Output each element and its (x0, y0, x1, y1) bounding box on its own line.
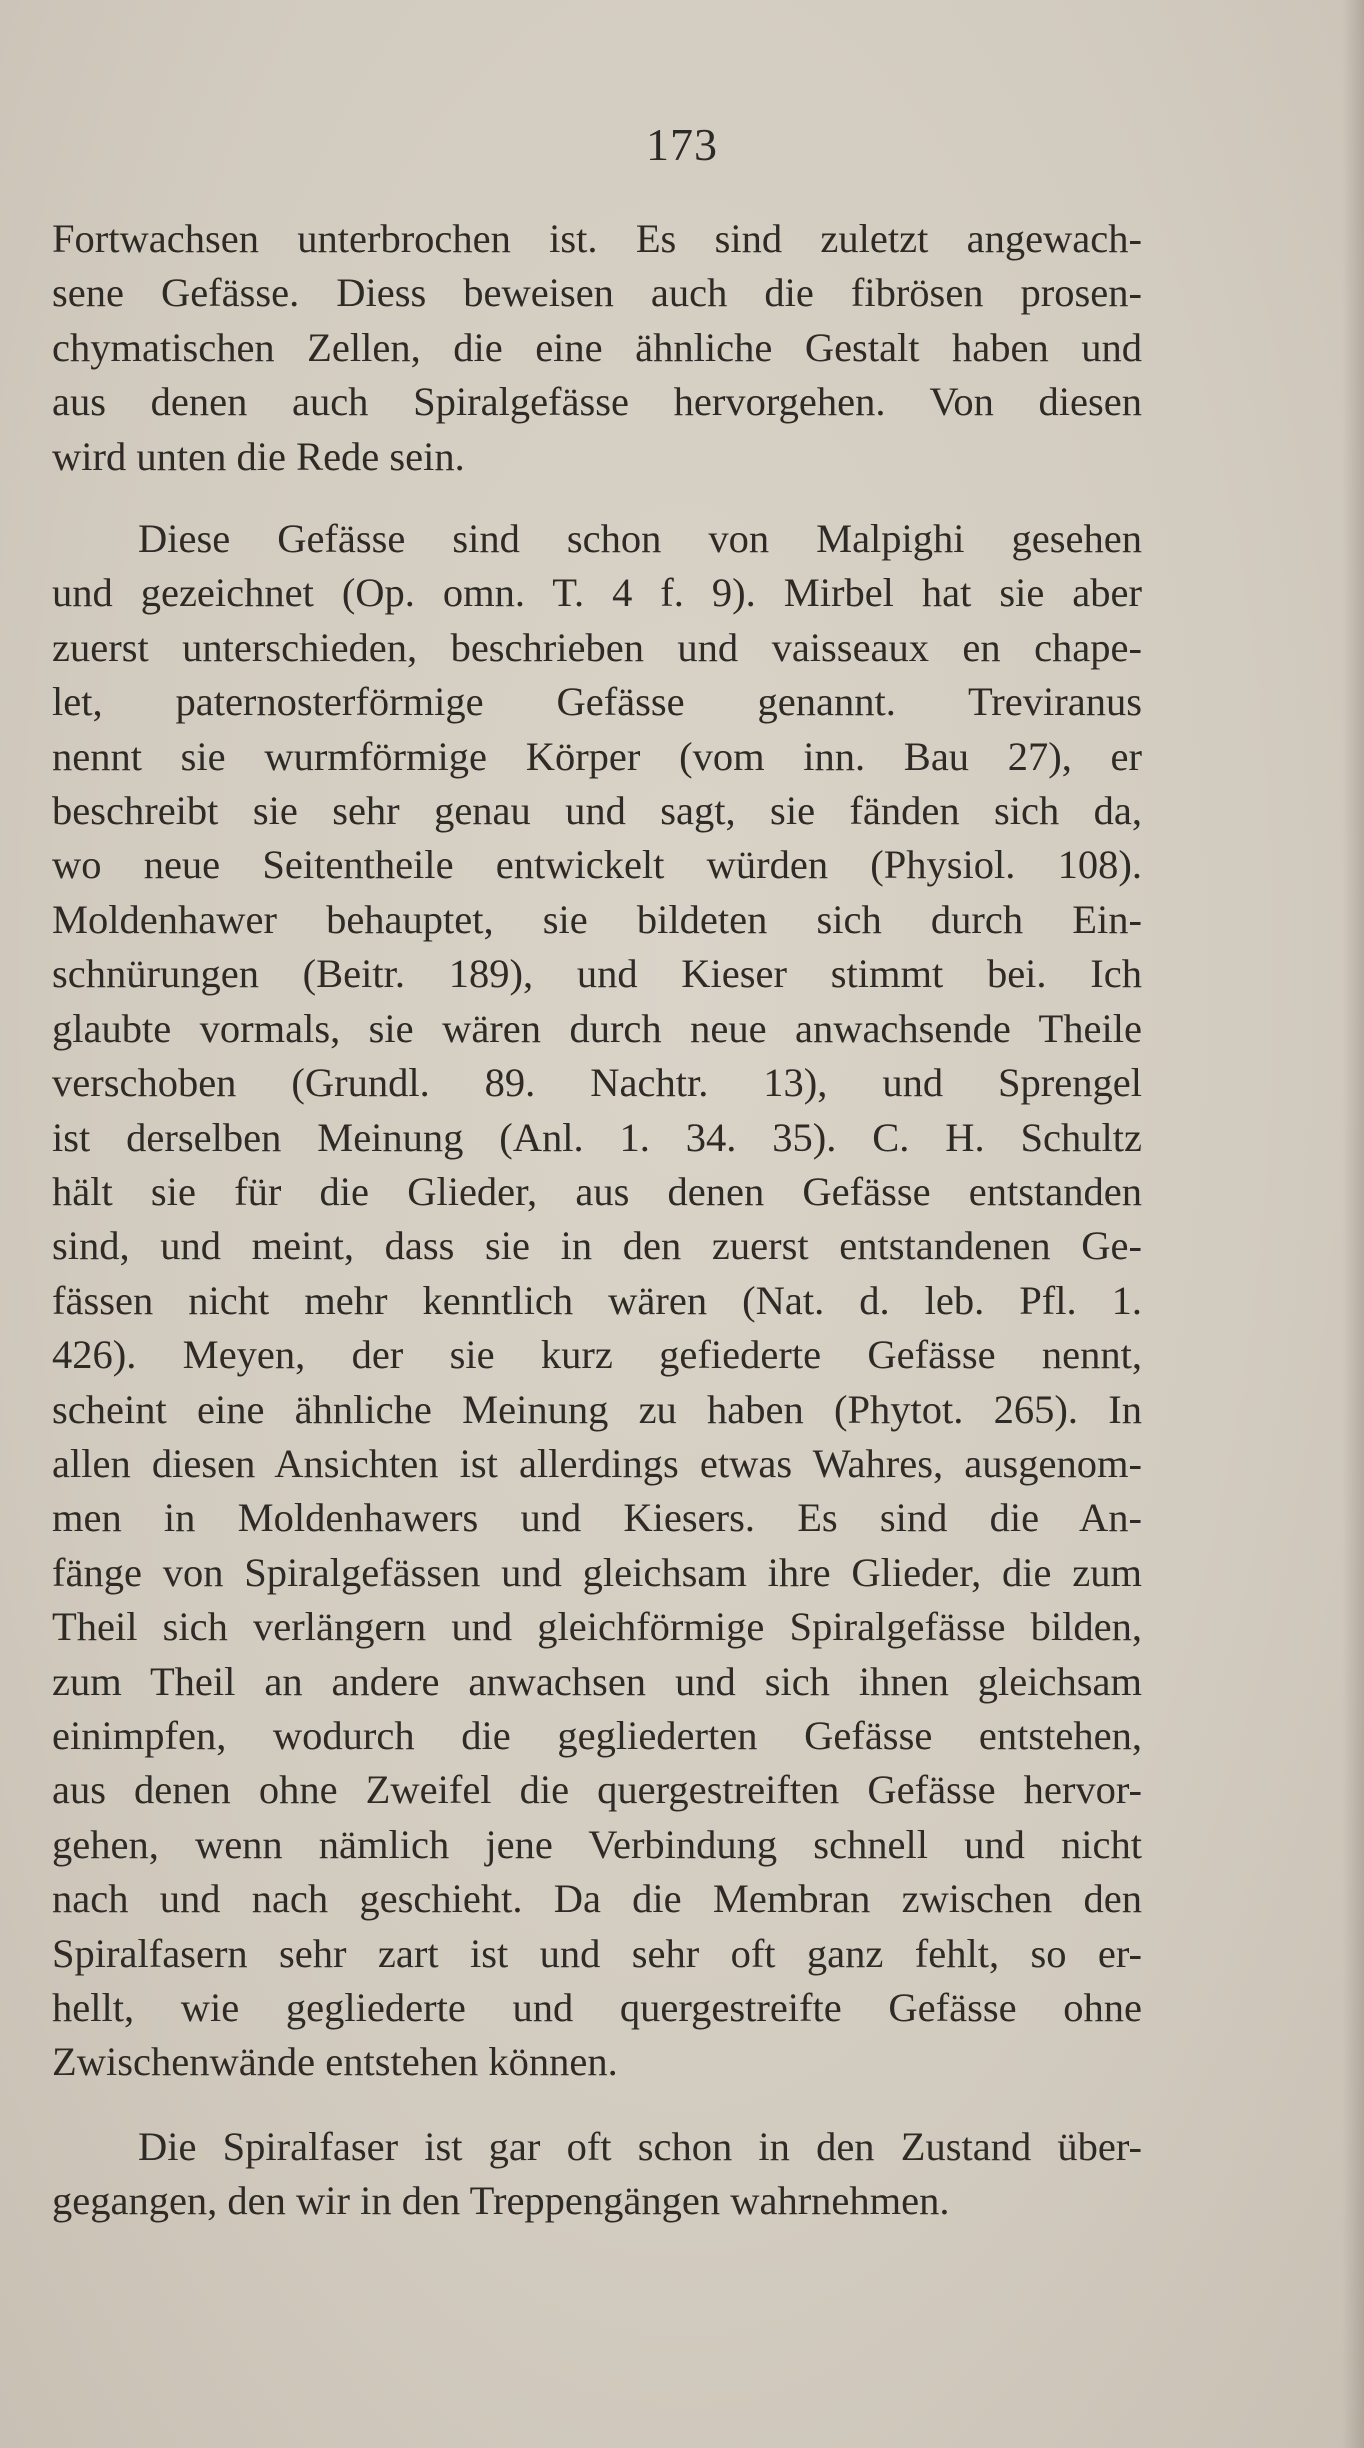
text-line: aus denen ohne Zweifel die quergestreiften Gefässe hervor- (52, 1767, 1142, 1813)
text-line: glaubte vormals, sie wären durch neue anwachsende Theile (52, 1005, 1142, 1051)
paragraph-3 (52, 2120, 1142, 2229)
text-line: men in Moldenhawers und Kiesers. Es sind die An- (52, 1495, 1142, 1541)
text-line: sind, und meint, dass sie in den zuerst entstandenen Ge- (52, 1223, 1142, 1269)
text-line: nennt sie wurmförmige Körper (vom inn. Bau 27), er (52, 733, 1142, 779)
text-line: Diese Gefässe sind schon von Malpighi gesehen (138, 516, 1142, 562)
text-line: Fortwachsen unterbrochen ist. Es sind zuletzt angewach- (52, 216, 1142, 261)
text-line: verschoben (Grundl. 89. Nachtr. 13), und Sprengel (52, 1060, 1142, 1106)
text-line: zuerst unterschieden, beschrieben und vaisseaux en chape- (52, 624, 1142, 670)
text-line: zum Theil an andere anwachsen und sich ihnen gleichsam (52, 1658, 1142, 1704)
text-line: hellt, wie gegliederte und quergestreifte Gefässe ohne (52, 1985, 1142, 2030)
text-line: einimpfen, wodurch die gegliederten Gefässe entstehen, (52, 1712, 1142, 1758)
text-line: wo neue Seitentheile entwickelt würden (Physiol. 108). (52, 842, 1142, 888)
text-line: scheint eine ähnliche Meinung zu haben (Phytot. 265). In (52, 1386, 1142, 1432)
text-line: let, paternosterförmige Gefässe genannt. Treviranus (52, 679, 1142, 725)
paragraph-2 (52, 512, 1142, 2090)
text-line: gegangen, den wir in den Treppengängen wahrnehmen. (52, 2178, 950, 2224)
paragraph-1 (52, 212, 1142, 484)
body-text (52, 212, 1142, 2229)
text-line: chymatischen Zellen, die eine ähnliche Gestalt haben und (52, 324, 1142, 370)
text-line: ist derselben Meinung (Anl. 1. 34. 35). C. H. Schultz (52, 1114, 1142, 1160)
text-line: fässen nicht mehr kenntlich wären (Nat. d. leb. Pfl. 1. (52, 1277, 1142, 1323)
text-line: Theil sich verlängern und gleichförmige Spiralgefässe bilden, (52, 1604, 1142, 1650)
text-line: gehen, wenn nämlich jene Verbindung schnell und nicht (52, 1821, 1142, 1867)
paragraph-gap (52, 484, 1142, 512)
text-line: Moldenhawer behauptet, sie bildeten sich durch Ein- (52, 896, 1142, 942)
page-edge-shadow (1342, 0, 1364, 2448)
text-line: sene Gefässe. Diess beweisen auch die fibrösen prosen- (52, 270, 1142, 316)
text-line: Die Spiralfaser ist gar oft schon in den Zustand über- (138, 2123, 1142, 2169)
text-line: schnürungen (Beitr. 189), und Kieser stimmt bei. Ich (52, 951, 1142, 997)
text-line: 426). Meyen, der sie kurz gefiederte Gefässe nennt, (52, 1332, 1142, 1378)
text-line: wird unten die Rede sein. (52, 433, 465, 479)
text-line: allen diesen Ansichten ist allerdings etwas Wahres, ausgenom- (52, 1440, 1142, 1486)
text-line: hält sie für die Glieder, aus denen Gefässe entstanden (52, 1168, 1142, 1214)
text-line: und gezeichnet (Op. omn. T. 4 f. 9). Mirbel hat sie aber (52, 570, 1142, 616)
text-line: fänge von Spiralgefässen und gleichsam ihre Glieder, die zum (52, 1549, 1142, 1595)
text-line: Zwischenwände entstehen können. (52, 2039, 618, 2085)
page-number: 173 (646, 119, 718, 170)
text-line: beschreibt sie sehr genau und sagt, sie fänden sich da, (52, 788, 1142, 834)
text-line: aus denen auch Spiralgefässe hervorgehen. Von diesen (52, 379, 1142, 425)
text-line: nach und nach geschieht. Da die Membran zwischen den (52, 1876, 1142, 1922)
text-line: Spiralfasern sehr zart ist und sehr oft ganz fehlt, so er- (52, 1930, 1142, 1976)
paragraph-gap (52, 2090, 1142, 2120)
